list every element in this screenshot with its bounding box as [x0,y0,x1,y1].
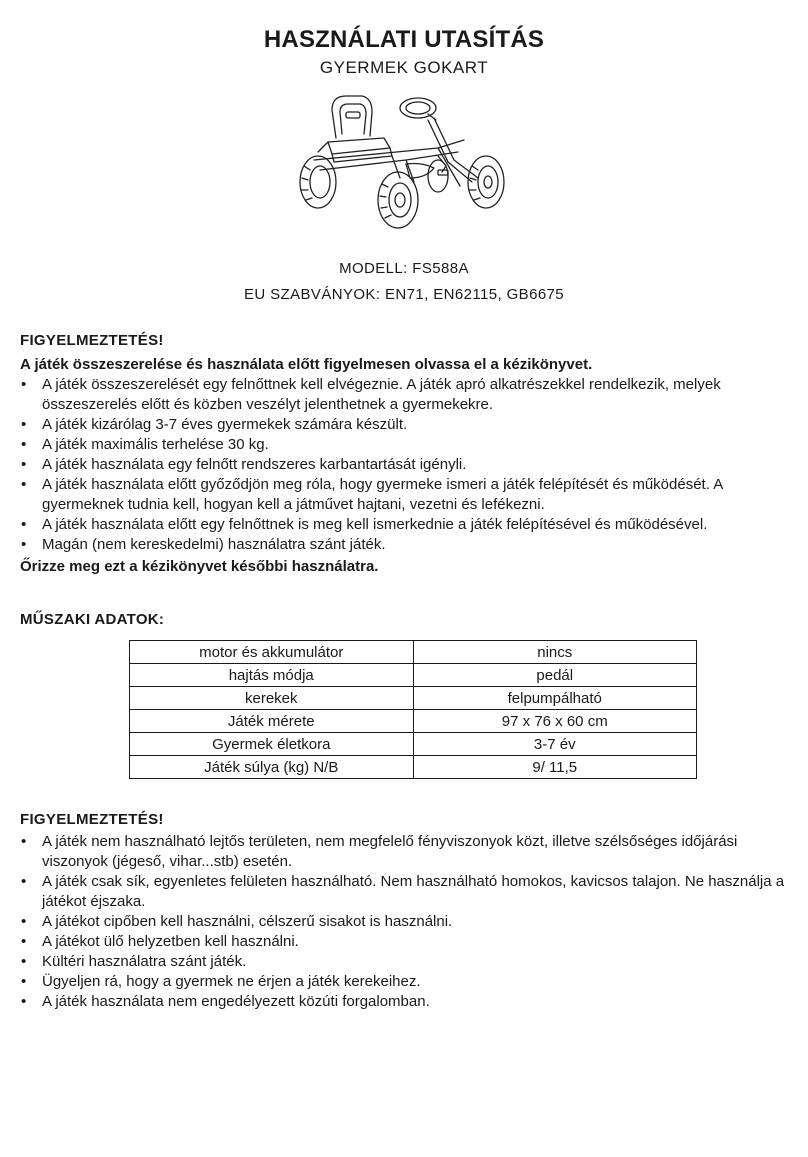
table-row [130,756,697,779]
table-row [130,710,697,733]
table-row [130,733,697,756]
spec-value: 9/ 11,5 [413,756,697,779]
page-subtitle: GYERMEK GOKART [319,58,489,77]
list-item: • Kültéri használatra szánt játék. [20,952,796,972]
list-item: • A játékot cipőben kell használni, célszerű sisakot is használni. [20,912,796,932]
spec-label: Játék súlya (kg) N/B [130,756,414,779]
specs-table [129,640,697,779]
table-row [130,664,697,687]
spec-value: 3-7 év [413,733,697,756]
table-row [130,687,697,710]
model-number: MODELL: FS588A [339,260,469,277]
warning-section-2 [20,810,796,1012]
list-item: • A játék csak sík, egyenletes felületen használható. Nem használható homokos, kavicsos talajon. Ne használja a játékot éjszaka. [20,872,796,912]
list-item: • A játék használata nem engedélyezett közúti forgalomban. [20,992,796,1012]
spec-value: nincs [413,641,697,664]
warning-intro: A játék összeszerelése és használata előtt figyelmesen olvassa el a kézikönyvet. [20,356,593,373]
spec-label: hajtás módja [130,664,414,687]
spec-label: kerekek [130,687,414,710]
list-item: • Magán (nem kereskedelmi) használatra szánt játék. [20,535,796,555]
gokart-illustration-icon [288,86,520,234]
list-item: • A játékot ülő helyzetben kell használni. [20,932,796,952]
spec-value: felpumpálható [413,687,697,710]
warning-section-1 [20,331,796,577]
spec-value: pedál [413,664,697,687]
spec-label: Játék mérete [130,710,414,733]
list-item: • A játék használata egy felnőtt rendszeres karbantartását igényli. [20,455,796,475]
table-row [130,641,697,664]
keep-manual-note: Őrizze meg ezt a kézikönyvet későbbi használatra. [20,558,379,575]
spec-label: Gyermek életkora [130,733,414,756]
warning-list [20,375,796,555]
eu-standards: EU SZABVÁNYOK: EN71, EN62115, GB6675 [243,286,565,303]
list-item: • A játék használata előtt egy felnőttnek is meg kell ismerkednie a játék felépítésével és működésével. [20,515,796,535]
list-item: • A játék maximális terhelése 30 kg. [20,435,796,455]
list-item: • A játék összeszerelését egy felnőttnek kell elvégeznie. A játék apró alkatrészekkel rendelkezik, melyek összeszerelés előtt és közben veszélyt jelenthetnek a gyermekekre. [20,375,796,415]
page-title: HASZNÁLATI UTASÍTÁS [263,26,545,53]
spec-value: 97 x 76 x 60 cm [413,710,697,733]
spec-label: motor és akkumulátor [130,641,414,664]
warning-heading: FIGYELMEZTETÉS! [20,811,164,828]
list-item: • Ügyeljen rá, hogy a gyermek ne érjen a játék kerekeihez. [20,972,796,992]
warning-list [20,832,796,1012]
list-item: • A játék kizárólag 3-7 éves gyermekek számára készült. [20,415,796,435]
specs-heading: MŰSZAKI ADATOK: [20,611,165,628]
list-item: • A játék nem használható lejtős területen, nem megfelelő fényviszonyok közt, illetve szélsőséges időjárási viszonyok (jégeső, vihar...stb) esetén. [20,832,796,872]
list-item: • A játék használata előtt győződjön meg róla, hogy gyermeke ismeri a játék felépítését és működését. A gyermeknek tudnia kell, hogyan kell a játművet hajtani, vezetni és lefékezni. [20,475,796,515]
warning-heading: FIGYELMEZTETÉS! [20,332,164,349]
